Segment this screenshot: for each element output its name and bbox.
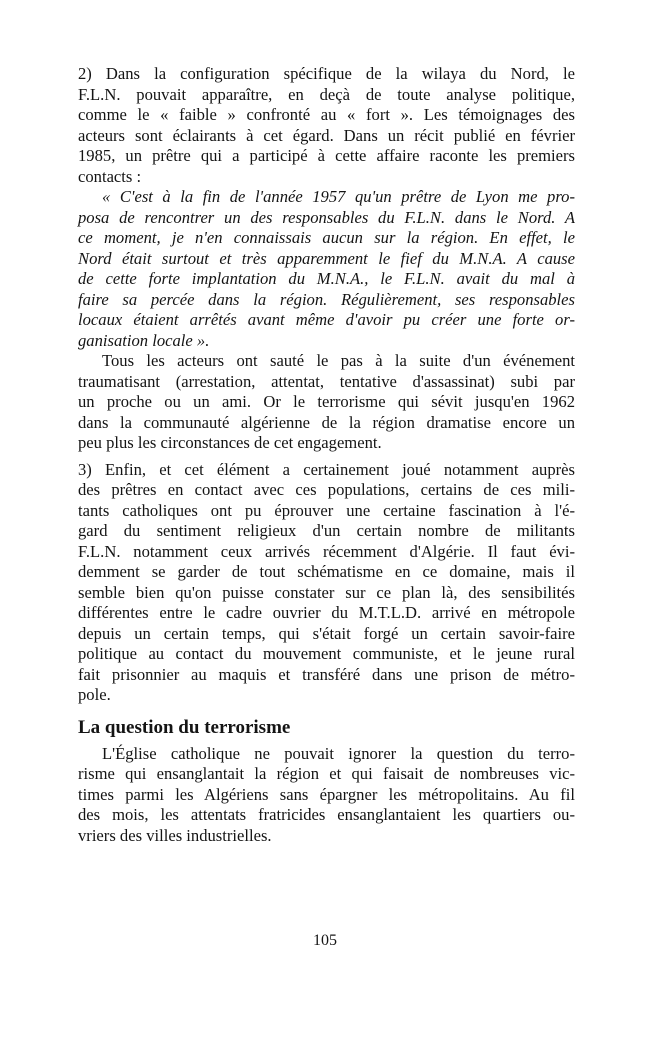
block-quote — [78, 187, 575, 351]
text-line: gard du sentiment religieux d'un certain nombre de militants — [78, 521, 575, 540]
text-line: fait prisonnier au maquis et transféré dans une prison de métro- — [78, 664, 575, 684]
paragraph-2 — [78, 64, 575, 187]
text-line: Nord était surtout et très apparemment le fief du M.N.A. A cause — [78, 248, 575, 268]
text-line: locaux étaient arrêtés avant même d'avoir pu créer une forte or- — [78, 310, 575, 329]
text-line: comme le « faible » confronté au « fort ». Les témoignages des — [78, 105, 575, 124]
text-line: des prêtres en contact avec ces populations, certains de ces mili- — [78, 480, 575, 499]
section-heading: La question du terrorisme — [78, 716, 291, 738]
text-line: dans la communauté algérienne de la région dramatise encore un — [78, 412, 575, 432]
text-line: L'Église catholique ne pouvait ignorer la question du terro- — [102, 743, 575, 763]
text-line: F.L.N. pouvait apparaître, en deçà de toute analyse politique, — [78, 84, 575, 104]
paragraph-actors — [78, 351, 575, 454]
paragraph-3 — [78, 460, 575, 706]
text-line: « C'est à la fin de l'année 1957 qu'un prêtre de Lyon me pro- — [102, 187, 575, 206]
text-line: peu plus les circonstances de cet engagement. — [78, 433, 382, 452]
text-line: pole. — [78, 685, 111, 704]
text-line: ce moment, je n'en connaissais aucun sur la région. En effet, le — [78, 228, 575, 247]
text-line: ganisation locale ». — [78, 330, 210, 350]
text-line: vriers des villes industrielles. — [78, 825, 272, 845]
page-number: 105 — [313, 932, 337, 949]
text-line: acteurs sont éclairants à cet égard. Dans un récit publié en février — [78, 125, 575, 145]
text-line: des mois, les attentats fratricides ensanglantaient les quartiers ou- — [78, 805, 575, 824]
text-line: contacts : — [78, 166, 142, 186]
text-line: un proche ou un ami. Or le terrorisme qui sévit jusqu'en 1962 — [78, 392, 575, 411]
text-line: F.L.N. notamment ceux arrivés récemment d'Algérie. Il faut évi- — [78, 541, 575, 561]
text-line: différentes entre le cadre ouvrier du M.T.L.D. arrivé en métropole — [78, 603, 575, 622]
text-line: times parmi les Algériens sans épargner les métropolitains. Au fil — [78, 784, 575, 804]
text-line: posa de rencontrer un des responsables du F.L.N. dans le Nord. A — [78, 207, 575, 227]
text-line: faire sa percée dans la région. Régulièrement, ses responsables — [78, 289, 575, 309]
page-body — [78, 64, 575, 846]
text-line: 1985, un prêtre qui a participé à cette affaire raconte les premiers — [78, 146, 575, 165]
text-line: tants catholiques ont pu éprouver une certaine fascination à l'é- — [78, 500, 575, 520]
text-line: politique au contact du mouvement communiste, et le jeune rural — [78, 644, 575, 663]
text-line: Tous les acteurs ont sauté le pas à la suite d'un événement — [102, 351, 575, 370]
text-line: traumatisant (arrestation, attentat, tentative d'assassinat) subi par — [78, 371, 575, 391]
text-line: 3) Enfin, et cet élément a certainement joué notamment auprès — [78, 459, 575, 479]
text-line: 2) Dans la configuration spécifique de la wilaya du Nord, le — [78, 64, 575, 83]
text-line: risme qui ensanglantait la région et qui faisait de nombreuses vic- — [78, 764, 575, 783]
text-line: de cette forte implantation du M.N.A., le F.L.N. avait du mal à — [78, 269, 575, 288]
text-line: depuis un certain temps, qui s'était forgé un certain savoir-faire — [78, 623, 575, 643]
text-line: demment se garder de tout schématisme en ce domaine, mais il — [78, 562, 575, 581]
section-paragraph — [78, 744, 575, 847]
text-line: semble bien qu'on puisse constater sur ce plan là, des sensibilités — [78, 582, 575, 602]
